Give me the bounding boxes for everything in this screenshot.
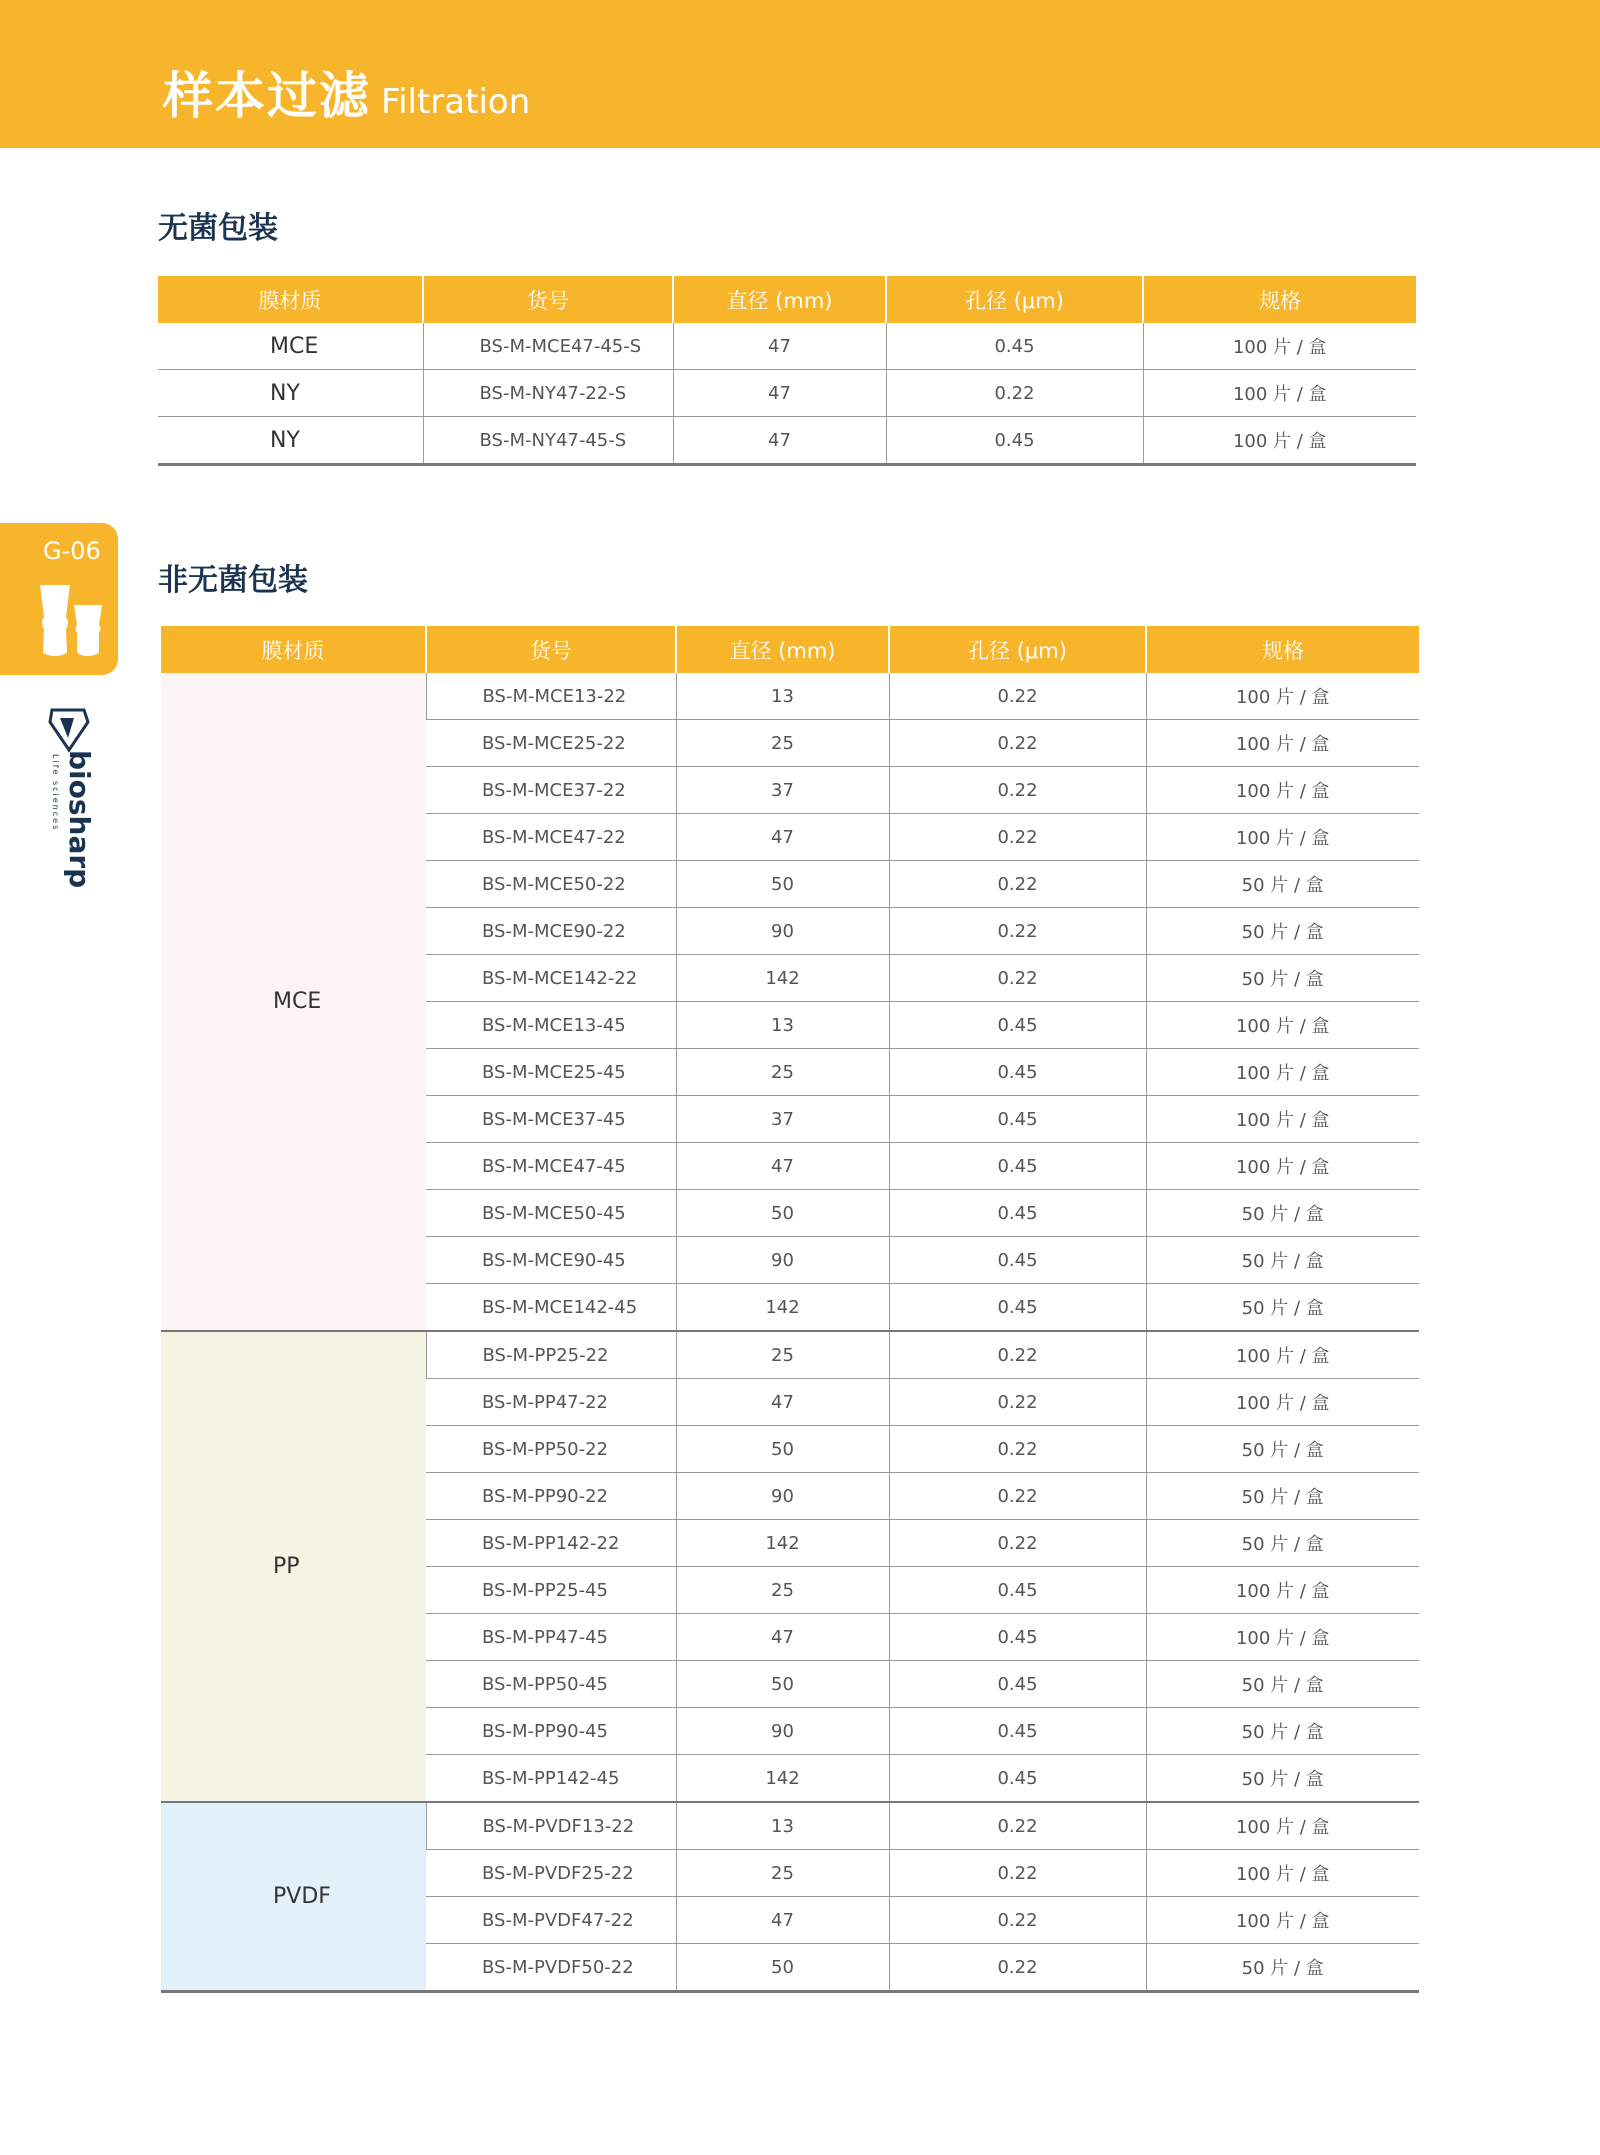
product-code-cell: BS-M-MCE47-22 xyxy=(426,814,676,861)
pore-size-cell: 0.45 xyxy=(886,323,1143,370)
product-code-cell: BS-M-MCE142-45 xyxy=(426,1284,676,1332)
pore-size-cell: 0.45 xyxy=(889,1096,1146,1143)
pore-size-cell: 0.45 xyxy=(889,1661,1146,1708)
pore-size-cell: 0.45 xyxy=(889,1614,1146,1661)
pore-size-cell: 0.22 xyxy=(889,814,1146,861)
material-cell: MCE xyxy=(158,323,423,370)
table-row xyxy=(161,1331,1419,1379)
pack-spec-cell: 50 片 / 盒 xyxy=(1146,1426,1419,1473)
product-code-cell: BS-M-MCE37-22 xyxy=(426,767,676,814)
diameter-cell: 142 xyxy=(676,1755,889,1803)
diameter-cell: 50 xyxy=(676,1426,889,1473)
product-code-cell: BS-M-PP47-22 xyxy=(426,1379,676,1426)
diameter-cell: 47 xyxy=(673,370,886,417)
diameter-cell: 90 xyxy=(676,1237,889,1284)
col-spec-header: 规格 xyxy=(1146,626,1419,673)
table-row xyxy=(161,673,1419,720)
diameter-cell: 13 xyxy=(676,1002,889,1049)
pack-spec-cell: 50 片 / 盒 xyxy=(1146,908,1419,955)
pore-size-cell: 0.45 xyxy=(889,1708,1146,1755)
product-code-cell: BS-M-PP47-45 xyxy=(426,1614,676,1661)
product-code-cell: BS-M-PP90-22 xyxy=(426,1473,676,1520)
pore-size-cell: 0.22 xyxy=(889,1897,1146,1944)
pack-spec-cell: 100 片 / 盒 xyxy=(1146,1567,1419,1614)
pack-spec-cell: 50 片 / 盒 xyxy=(1146,955,1419,1002)
pore-size-cell: 0.45 xyxy=(889,1002,1146,1049)
product-code-cell: BS-M-PP25-22 xyxy=(426,1331,676,1379)
pore-size-cell: 0.22 xyxy=(889,1520,1146,1567)
product-code-cell: BS-M-MCE47-45 xyxy=(426,1143,676,1190)
pack-spec-cell: 100 片 / 盒 xyxy=(1146,1143,1419,1190)
diameter-cell: 47 xyxy=(676,1614,889,1661)
material-group-cell: PP xyxy=(161,1331,426,1802)
product-code-cell: BS-M-MCE142-22 xyxy=(426,955,676,1002)
product-code-cell: BS-M-PVDF50-22 xyxy=(426,1944,676,1992)
pack-spec-cell: 100 片 / 盒 xyxy=(1146,1379,1419,1426)
pore-size-cell: 0.22 xyxy=(889,673,1146,720)
pack-spec-cell: 50 片 / 盒 xyxy=(1146,1755,1419,1803)
diameter-cell: 25 xyxy=(676,1049,889,1096)
pack-spec-cell: 100 片 / 盒 xyxy=(1143,370,1416,417)
pore-size-cell: 0.45 xyxy=(889,1143,1146,1190)
product-code-cell: BS-M-MCE50-22 xyxy=(426,861,676,908)
product-code-cell: BS-M-MCE25-45 xyxy=(426,1049,676,1096)
product-code-cell: BS-M-MCE13-45 xyxy=(426,1002,676,1049)
product-code-cell: BS-M-MCE47-45-S xyxy=(423,323,673,370)
pack-spec-cell: 100 片 / 盒 xyxy=(1146,1331,1419,1379)
pore-size-cell: 0.22 xyxy=(886,370,1143,417)
diameter-cell: 47 xyxy=(676,1897,889,1944)
diameter-cell: 25 xyxy=(676,720,889,767)
material-group-cell: MCE xyxy=(161,673,426,1331)
page-title xyxy=(163,56,530,128)
product-code-cell: BS-M-MCE37-45 xyxy=(426,1096,676,1143)
product-code-cell: BS-M-MCE90-45 xyxy=(426,1237,676,1284)
material-cell: NY xyxy=(158,370,423,417)
pack-spec-cell: 50 片 / 盒 xyxy=(1146,1237,1419,1284)
pack-spec-cell: 100 片 / 盒 xyxy=(1146,1897,1419,1944)
nonsterile-section-title: 非无菌包装 xyxy=(158,563,308,598)
product-code-cell: BS-M-PVDF47-22 xyxy=(426,1897,676,1944)
table-header-row xyxy=(158,276,1416,323)
diameter-cell: 47 xyxy=(673,323,886,370)
table-header-row xyxy=(161,626,1419,673)
pore-size-cell: 0.45 xyxy=(889,1284,1146,1332)
col-diameter-header: 直径 (mm) xyxy=(673,276,886,323)
col-material-header: 膜材质 xyxy=(161,626,426,673)
pore-size-cell: 0.22 xyxy=(889,767,1146,814)
section-code: G-06 xyxy=(43,537,101,565)
product-code-cell: BS-M-MCE50-45 xyxy=(426,1190,676,1237)
pore-size-cell: 0.22 xyxy=(889,908,1146,955)
diameter-cell: 50 xyxy=(676,1944,889,1992)
pore-size-cell: 0.22 xyxy=(889,955,1146,1002)
diameter-cell: 50 xyxy=(676,1661,889,1708)
material-group-cell: PVDF xyxy=(161,1802,426,1992)
product-code-cell: BS-M-PP142-22 xyxy=(426,1520,676,1567)
sterile-table xyxy=(158,276,1416,466)
pack-spec-cell: 50 片 / 盒 xyxy=(1146,1944,1419,1992)
diameter-cell: 90 xyxy=(676,1473,889,1520)
diameter-cell: 25 xyxy=(676,1567,889,1614)
diameter-cell: 142 xyxy=(676,1284,889,1332)
pore-size-cell: 0.45 xyxy=(886,417,1143,465)
diameter-cell: 47 xyxy=(676,814,889,861)
page-title-cn: 样本过滤 xyxy=(163,67,371,125)
pack-spec-cell: 50 片 / 盒 xyxy=(1146,1661,1419,1708)
filter-cups-icon xyxy=(36,579,106,661)
section-tab xyxy=(0,523,118,675)
col-material-header: 膜材质 xyxy=(158,276,423,323)
diameter-cell: 37 xyxy=(676,1096,889,1143)
diameter-cell: 50 xyxy=(676,1190,889,1237)
brand-tagline: Life sciences xyxy=(51,754,60,832)
diameter-cell: 25 xyxy=(676,1850,889,1897)
product-code-cell: BS-M-PP90-45 xyxy=(426,1708,676,1755)
pack-spec-cell: 50 片 / 盒 xyxy=(1146,1520,1419,1567)
pack-spec-cell: 100 片 / 盒 xyxy=(1146,1002,1419,1049)
pack-spec-cell: 50 片 / 盒 xyxy=(1146,1190,1419,1237)
pore-size-cell: 0.22 xyxy=(889,1379,1146,1426)
product-code-cell: BS-M-NY47-22-S xyxy=(423,370,673,417)
col-spec-header: 规格 xyxy=(1143,276,1416,323)
col-pore-header: 孔径 (μm) xyxy=(886,276,1143,323)
pack-spec-cell: 100 片 / 盒 xyxy=(1146,814,1419,861)
pack-spec-cell: 100 片 / 盒 xyxy=(1146,1049,1419,1096)
pack-spec-cell: 50 片 / 盒 xyxy=(1146,1708,1419,1755)
pore-size-cell: 0.45 xyxy=(889,1190,1146,1237)
pore-size-cell: 0.22 xyxy=(889,861,1146,908)
pack-spec-cell: 50 片 / 盒 xyxy=(1146,861,1419,908)
col-diameter-header: 直径 (mm) xyxy=(676,626,889,673)
pore-size-cell: 0.45 xyxy=(889,1237,1146,1284)
table-row xyxy=(161,1802,1419,1850)
diameter-cell: 13 xyxy=(676,1802,889,1850)
table-row xyxy=(158,323,1416,370)
product-code-cell: BS-M-PP50-45 xyxy=(426,1661,676,1708)
sterile-section-title: 无菌包装 xyxy=(158,211,278,246)
pack-spec-cell: 100 片 / 盒 xyxy=(1146,1850,1419,1897)
diameter-cell: 47 xyxy=(673,417,886,465)
pore-size-cell: 0.22 xyxy=(889,1802,1146,1850)
col-code-header: 货号 xyxy=(426,626,676,673)
product-code-cell: BS-M-NY47-45-S xyxy=(423,417,673,465)
pack-spec-cell: 50 片 / 盒 xyxy=(1146,1284,1419,1332)
diameter-cell: 13 xyxy=(676,673,889,720)
diameter-cell: 47 xyxy=(676,1143,889,1190)
pore-size-cell: 0.22 xyxy=(889,1944,1146,1992)
product-code-cell: BS-M-PP142-45 xyxy=(426,1755,676,1803)
product-code-cell: BS-M-PVDF25-22 xyxy=(426,1850,676,1897)
diameter-cell: 90 xyxy=(676,1708,889,1755)
pore-size-cell: 0.45 xyxy=(889,1049,1146,1096)
pore-size-cell: 0.22 xyxy=(889,1473,1146,1520)
diameter-cell: 142 xyxy=(676,1520,889,1567)
pore-size-cell: 0.22 xyxy=(889,1331,1146,1379)
pore-size-cell: 0.45 xyxy=(889,1567,1146,1614)
pore-size-cell: 0.22 xyxy=(889,720,1146,767)
product-code-cell: BS-M-PP25-45 xyxy=(426,1567,676,1614)
diameter-cell: 142 xyxy=(676,955,889,1002)
material-cell: NY xyxy=(158,417,423,465)
pack-spec-cell: 50 片 / 盒 xyxy=(1146,1473,1419,1520)
pack-spec-cell: 100 片 / 盒 xyxy=(1146,1614,1419,1661)
pore-size-cell: 0.22 xyxy=(889,1850,1146,1897)
brand-name: biosharp xyxy=(63,750,96,889)
pack-spec-cell: 100 片 / 盒 xyxy=(1143,323,1416,370)
table-row xyxy=(158,370,1416,417)
pore-size-cell: 0.22 xyxy=(889,1426,1146,1473)
diameter-cell: 47 xyxy=(676,1379,889,1426)
diameter-cell: 37 xyxy=(676,767,889,814)
pack-spec-cell: 100 片 / 盒 xyxy=(1146,767,1419,814)
product-code-cell: BS-M-PVDF13-22 xyxy=(426,1802,676,1850)
col-pore-header: 孔径 (μm) xyxy=(889,626,1146,673)
pack-spec-cell: 100 片 / 盒 xyxy=(1146,1802,1419,1850)
pack-spec-cell: 100 片 / 盒 xyxy=(1146,673,1419,720)
nonsterile-table xyxy=(161,626,1419,1993)
col-code-header: 货号 xyxy=(423,276,673,323)
table-row xyxy=(158,417,1416,465)
pore-size-cell: 0.45 xyxy=(889,1755,1146,1803)
pack-spec-cell: 100 片 / 盒 xyxy=(1143,417,1416,465)
pack-spec-cell: 100 片 / 盒 xyxy=(1146,720,1419,767)
diameter-cell: 90 xyxy=(676,908,889,955)
product-code-cell: BS-M-PP50-22 xyxy=(426,1426,676,1473)
product-code-cell: BS-M-MCE25-22 xyxy=(426,720,676,767)
diameter-cell: 25 xyxy=(676,1331,889,1379)
product-code-cell: BS-M-MCE90-22 xyxy=(426,908,676,955)
page-title-en: Filtration xyxy=(381,82,531,122)
diameter-cell: 50 xyxy=(676,861,889,908)
pack-spec-cell: 100 片 / 盒 xyxy=(1146,1096,1419,1143)
product-code-cell: BS-M-MCE13-22 xyxy=(426,673,676,720)
